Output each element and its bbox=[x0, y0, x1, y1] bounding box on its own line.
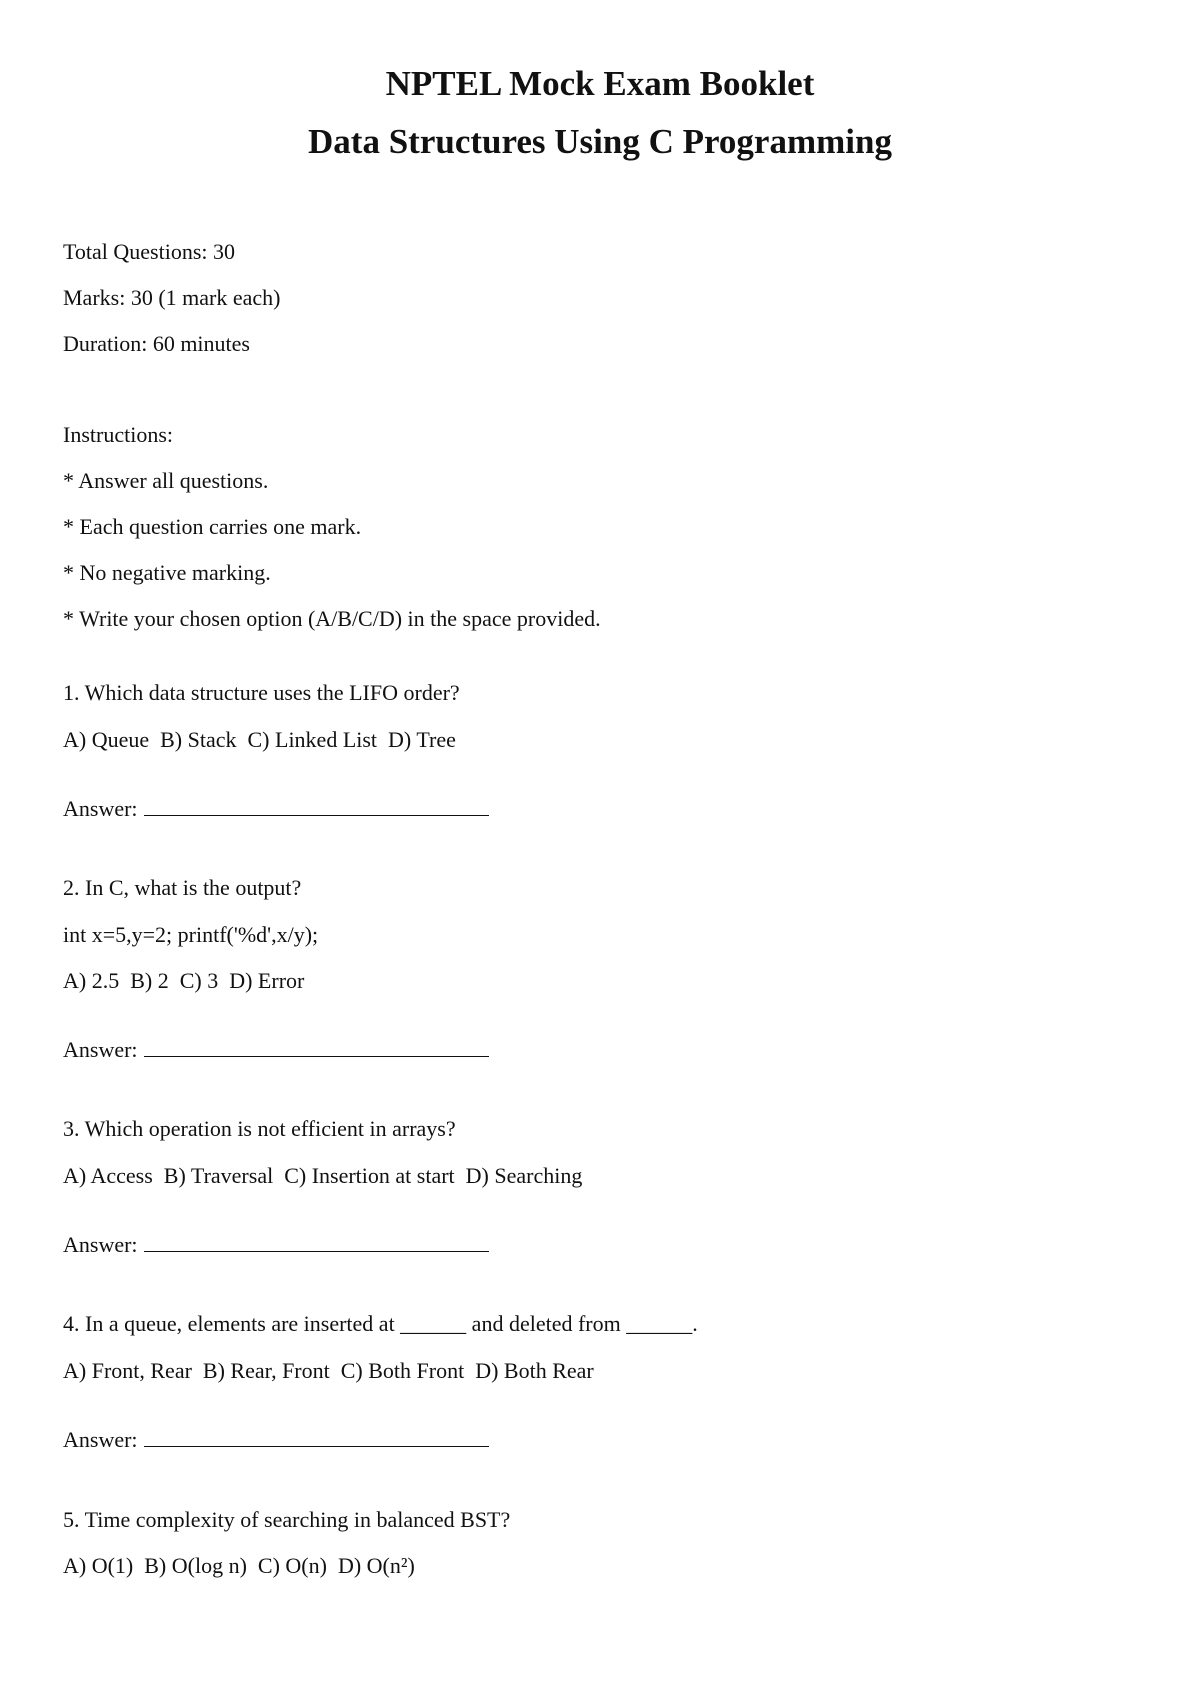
question-2-answer bbox=[63, 1036, 489, 1064]
answer-label: Answer: bbox=[63, 1232, 138, 1257]
answer-label: Answer: bbox=[63, 796, 138, 821]
question-5-text: 5. Time complexity of searching in balanced BST? bbox=[63, 1507, 511, 1532]
instruction-item: * No negative marking. bbox=[63, 560, 271, 585]
instructions-heading: Instructions: bbox=[63, 422, 173, 447]
answer-label: Answer: bbox=[63, 1037, 138, 1062]
question-1-text: 1. Which data structure uses the LIFO order? bbox=[63, 680, 460, 705]
instruction-item: * Write your chosen option (A/B/C/D) in the space provided. bbox=[63, 606, 601, 631]
question-1-options: A) Queue B) Stack C) Linked List D) Tree bbox=[63, 727, 456, 752]
answer-blank[interactable] bbox=[144, 1233, 489, 1252]
question-2-text: 2. In C, what is the output? bbox=[63, 875, 302, 900]
question-3-options: A) Access B) Traversal C) Insertion at start D) Searching bbox=[63, 1163, 583, 1188]
answer-blank[interactable] bbox=[144, 797, 489, 816]
question-3-text: 3. Which operation is not efficient in arrays? bbox=[63, 1116, 456, 1141]
booklet-title: NPTEL Mock Exam Booklet bbox=[385, 64, 815, 103]
instruction-item: * Answer all questions. bbox=[63, 468, 269, 493]
duration-info: Duration: 60 minutes bbox=[63, 331, 250, 356]
total-questions: Total Questions: 30 bbox=[63, 239, 236, 264]
instruction-item: * Each question carries one mark. bbox=[63, 514, 362, 539]
question-3-answer bbox=[63, 1231, 489, 1259]
question-1-answer bbox=[63, 795, 489, 823]
marks-info: Marks: 30 (1 mark each) bbox=[63, 285, 281, 310]
answer-label: Answer: bbox=[63, 1427, 138, 1452]
question-4-answer bbox=[63, 1426, 489, 1454]
course-title: Data Structures Using C Programming bbox=[308, 122, 892, 161]
question-2-options: A) 2.5 B) 2 C) 3 D) Error bbox=[63, 968, 305, 993]
question-2-code: int x=5,y=2; printf('%d',x/y); bbox=[63, 922, 319, 947]
answer-blank[interactable] bbox=[144, 1038, 489, 1057]
question-5-options: A) O(1) B) O(log n) C) O(n) D) O(n²) bbox=[63, 1553, 415, 1578]
question-4-text: 4. In a queue, elements are inserted at ______ and deleted from ______. bbox=[63, 1311, 698, 1336]
question-4-options: A) Front, Rear B) Rear, Front C) Both Front D) Both Rear bbox=[63, 1358, 594, 1383]
answer-blank[interactable] bbox=[144, 1428, 489, 1447]
